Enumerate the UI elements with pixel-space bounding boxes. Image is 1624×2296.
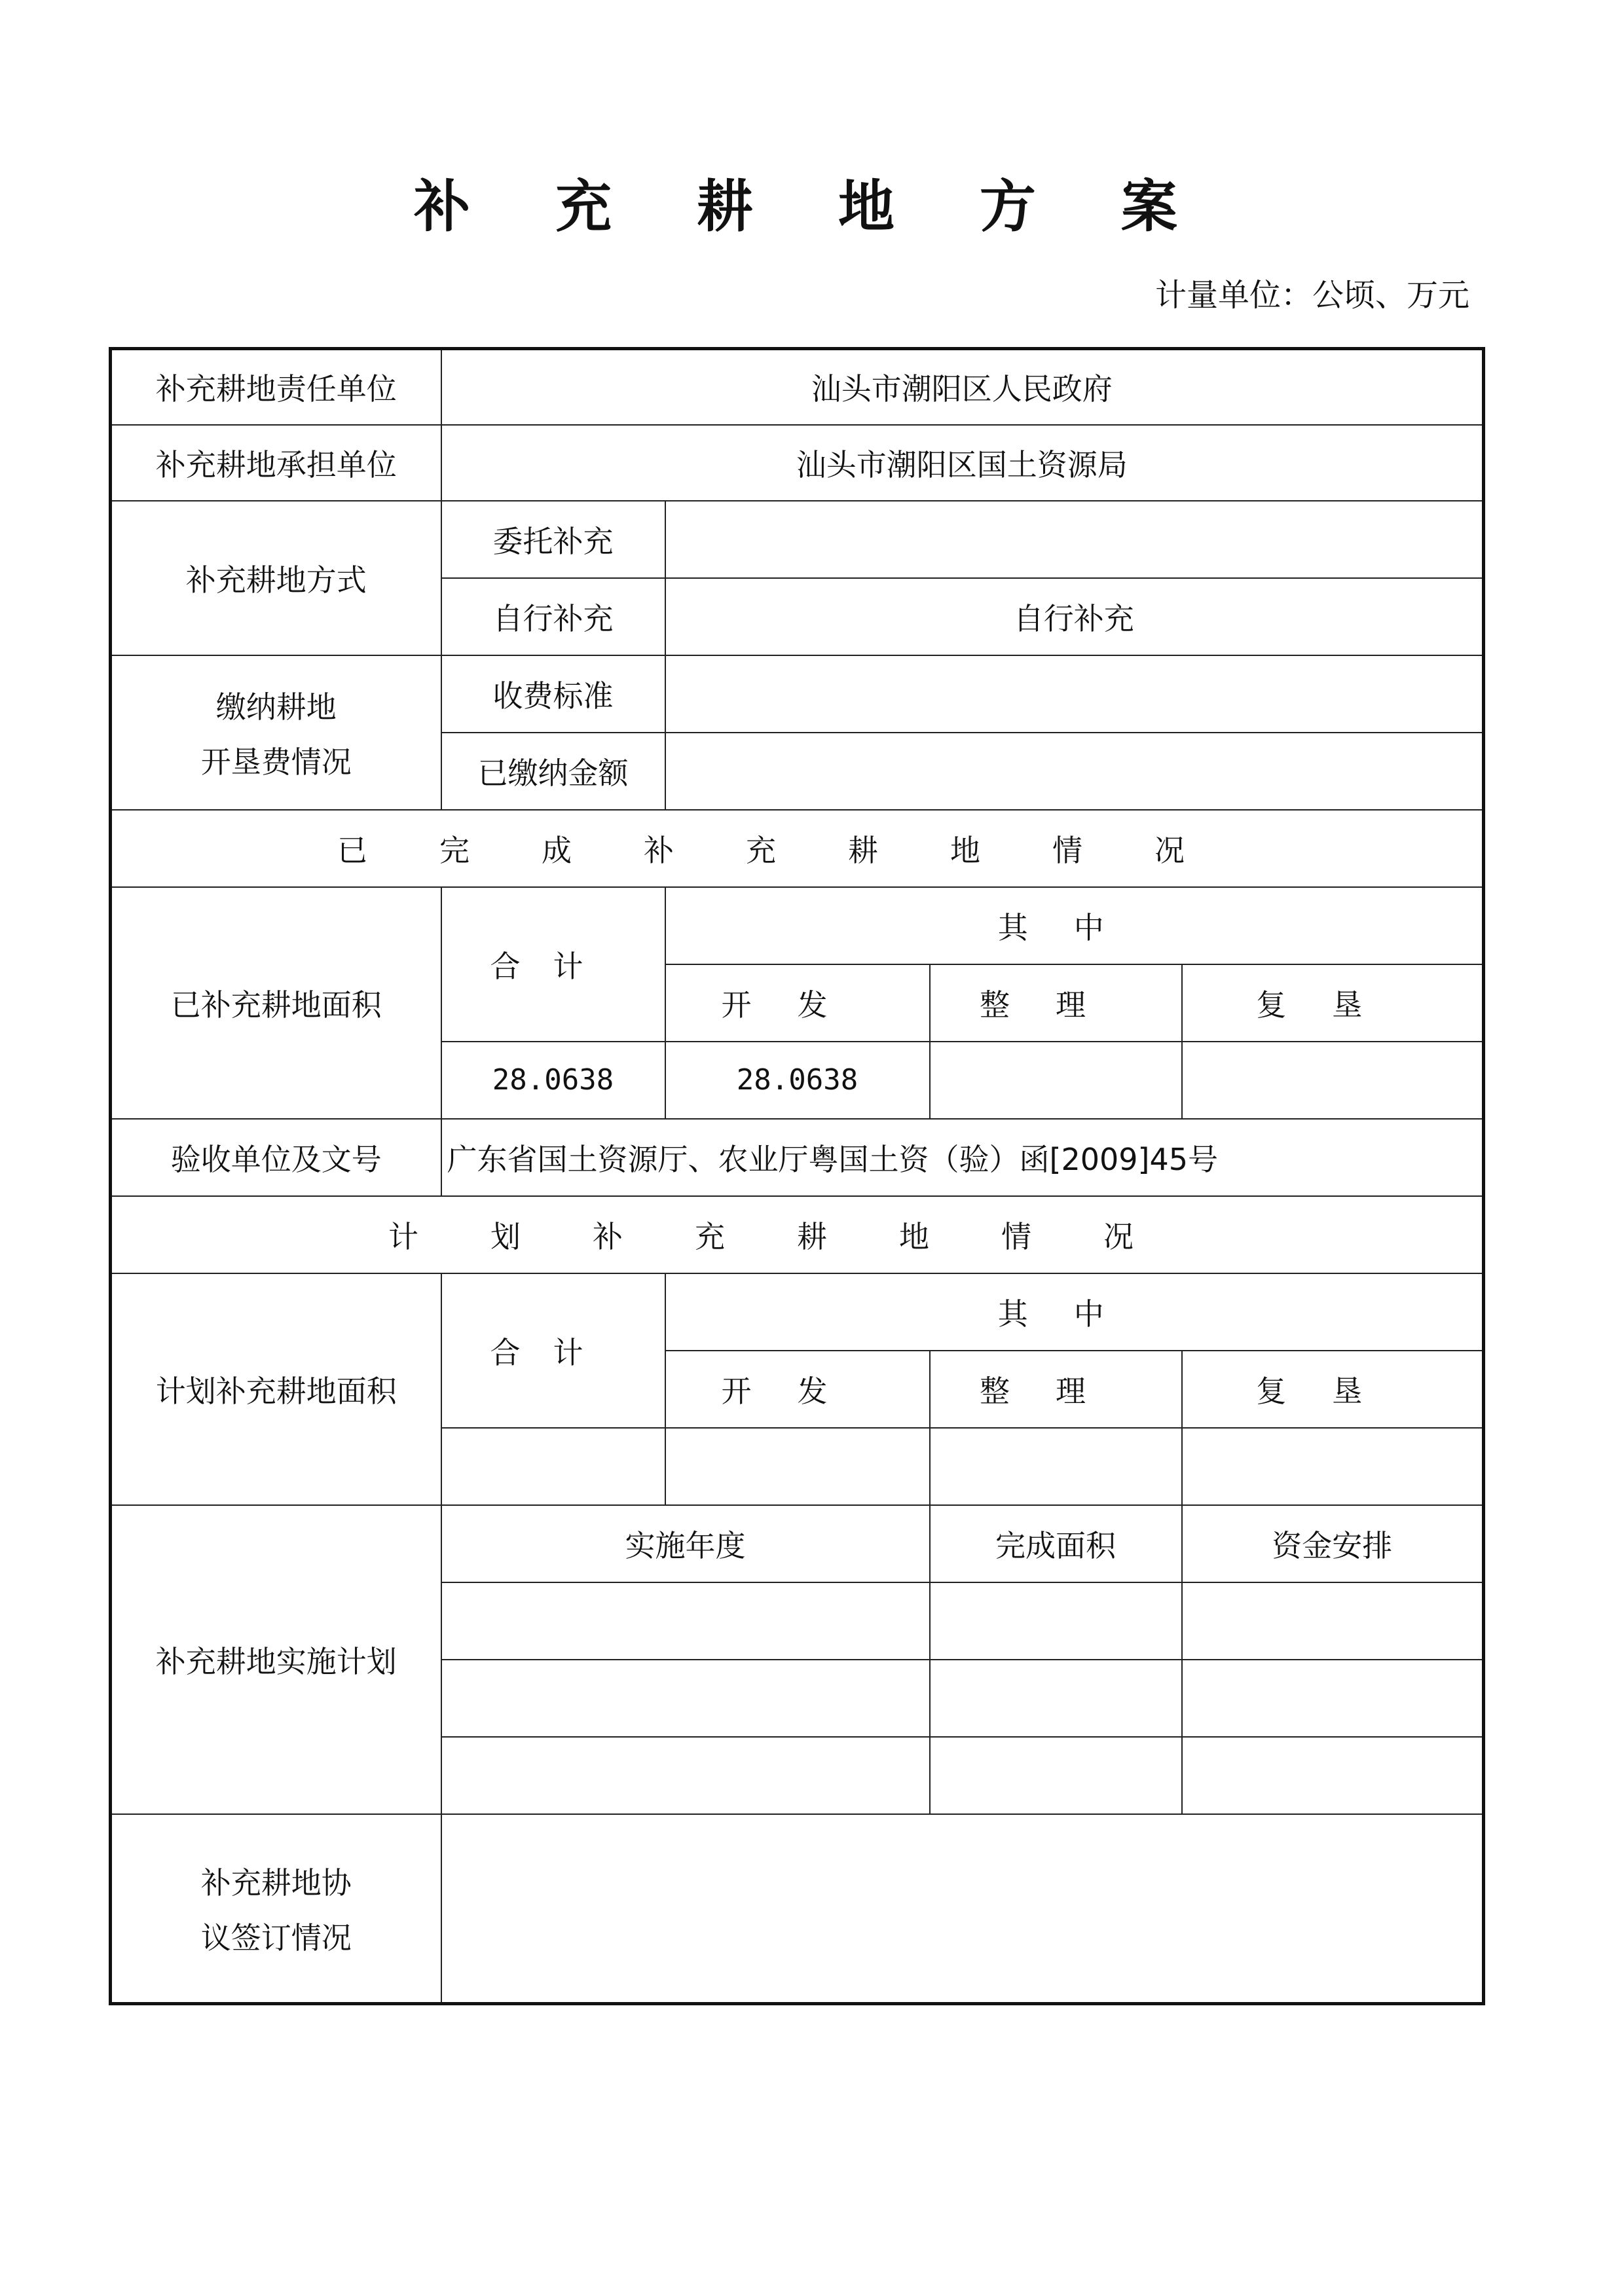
method-label: 补充耕地方式 xyxy=(111,501,441,655)
completed-area-label: 已补充耕地面积 xyxy=(111,887,441,1119)
completed-among-row xyxy=(111,887,1484,964)
fee-label-line1: 缴纳耕地 xyxy=(215,689,337,725)
implementation-year-cell[interactable] xyxy=(441,1660,930,1737)
unit-note: 计量单位：公顷、万元 xyxy=(1154,277,1469,314)
planned-among-row xyxy=(111,1273,1484,1351)
acceptance-value[interactable]: 广东省国土资源厅、农业厅粤国土资（验）函[2009]45号 xyxy=(441,1119,1484,1196)
agreement-value[interactable] xyxy=(441,1814,1484,2004)
agreement-label-line1: 补充耕地协 xyxy=(200,1865,352,1901)
acceptance-label: 验收单位及文号 xyxy=(111,1119,441,1196)
fee-standard-label: 收费标准 xyxy=(441,655,665,733)
fee-label xyxy=(111,655,441,810)
document-title: 补 充 耕 地 方 案 xyxy=(414,174,1210,240)
implementation-funds-cell[interactable] xyxy=(1182,1660,1484,1737)
planned-total-value[interactable] xyxy=(441,1428,665,1505)
implementation-year-cell[interactable] xyxy=(441,1582,930,1660)
agreement-label xyxy=(111,1814,441,2004)
implementation-area-cell[interactable] xyxy=(930,1582,1182,1660)
responsible-value[interactable]: 汕头市潮阳区人民政府 xyxy=(441,349,1484,425)
completed-total-label: 合计 xyxy=(441,887,665,1042)
completed-reclaim-value[interactable] xyxy=(1182,1042,1484,1119)
implementation-year-cell[interactable] xyxy=(441,1737,930,1814)
method-self-label: 自行补充 xyxy=(441,578,665,655)
planned-arrange-label: 整理 xyxy=(930,1351,1182,1428)
responsible-row xyxy=(111,349,1484,425)
method-entrust-row xyxy=(111,501,1484,578)
completed-among-label: 其中 xyxy=(665,887,1484,964)
implementation-year-label: 实施年度 xyxy=(441,1505,930,1582)
method-entrust-value[interactable] xyxy=(665,501,1484,578)
implementation-funds-cell[interactable] xyxy=(1182,1737,1484,1814)
planned-among-label: 其中 xyxy=(665,1273,1484,1351)
planned-header: 计划补充耕地情况 xyxy=(111,1196,1484,1273)
completed-reclaim-label: 复垦 xyxy=(1182,964,1484,1042)
completed-develop-value[interactable]: 28.0638 xyxy=(665,1042,930,1119)
acceptance-row xyxy=(111,1119,1484,1196)
implementation-header-row xyxy=(111,1505,1484,1582)
agreement-label-line2: 议签订情况 xyxy=(200,1920,352,1956)
plan-table xyxy=(109,347,1485,2005)
responsible-label: 补充耕地责任单位 xyxy=(111,349,441,425)
planned-header-row xyxy=(111,1196,1484,1273)
planned-reclaim-label: 复垦 xyxy=(1182,1351,1484,1428)
implementation-area-label: 完成面积 xyxy=(930,1505,1182,1582)
fee-standard-value[interactable] xyxy=(665,655,1484,733)
implementation-area-cell[interactable] xyxy=(930,1737,1182,1814)
completed-header-row xyxy=(111,810,1484,887)
implementation-label: 补充耕地实施计划 xyxy=(111,1505,441,1814)
fee-standard-row xyxy=(111,655,1484,733)
undertaker-label: 补充耕地承担单位 xyxy=(111,425,441,501)
undertaker-row xyxy=(111,425,1484,501)
fee-label-line2: 开垦费情况 xyxy=(200,744,352,780)
method-entrust-label: 委托补充 xyxy=(441,501,665,578)
planned-develop-value[interactable] xyxy=(665,1428,930,1505)
planned-total-label: 合计 xyxy=(441,1273,665,1428)
implementation-funds-cell[interactable] xyxy=(1182,1582,1484,1660)
undertaker-value[interactable]: 汕头市潮阳区国土资源局 xyxy=(441,425,1484,501)
completed-arrange-label: 整理 xyxy=(930,964,1182,1042)
fee-paid-value[interactable] xyxy=(665,733,1484,810)
completed-develop-label: 开发 xyxy=(665,964,930,1042)
fee-paid-label: 已缴纳金额 xyxy=(441,733,665,810)
completed-header: 已完成补充耕地情况 xyxy=(111,810,1484,887)
implementation-funds-label: 资金安排 xyxy=(1182,1505,1484,1582)
planned-area-label: 计划补充耕地面积 xyxy=(111,1273,441,1505)
completed-arrange-value[interactable] xyxy=(930,1042,1182,1119)
implementation-area-cell[interactable] xyxy=(930,1660,1182,1737)
method-self-value[interactable]: 自行补充 xyxy=(665,578,1484,655)
planned-develop-label: 开发 xyxy=(665,1351,930,1428)
planned-reclaim-value[interactable] xyxy=(1182,1428,1484,1505)
planned-arrange-value[interactable] xyxy=(930,1428,1182,1505)
completed-total-value[interactable]: 28.0638 xyxy=(441,1042,665,1119)
plan-table-wrapper xyxy=(109,347,1482,2005)
agreement-row xyxy=(111,1814,1484,2004)
